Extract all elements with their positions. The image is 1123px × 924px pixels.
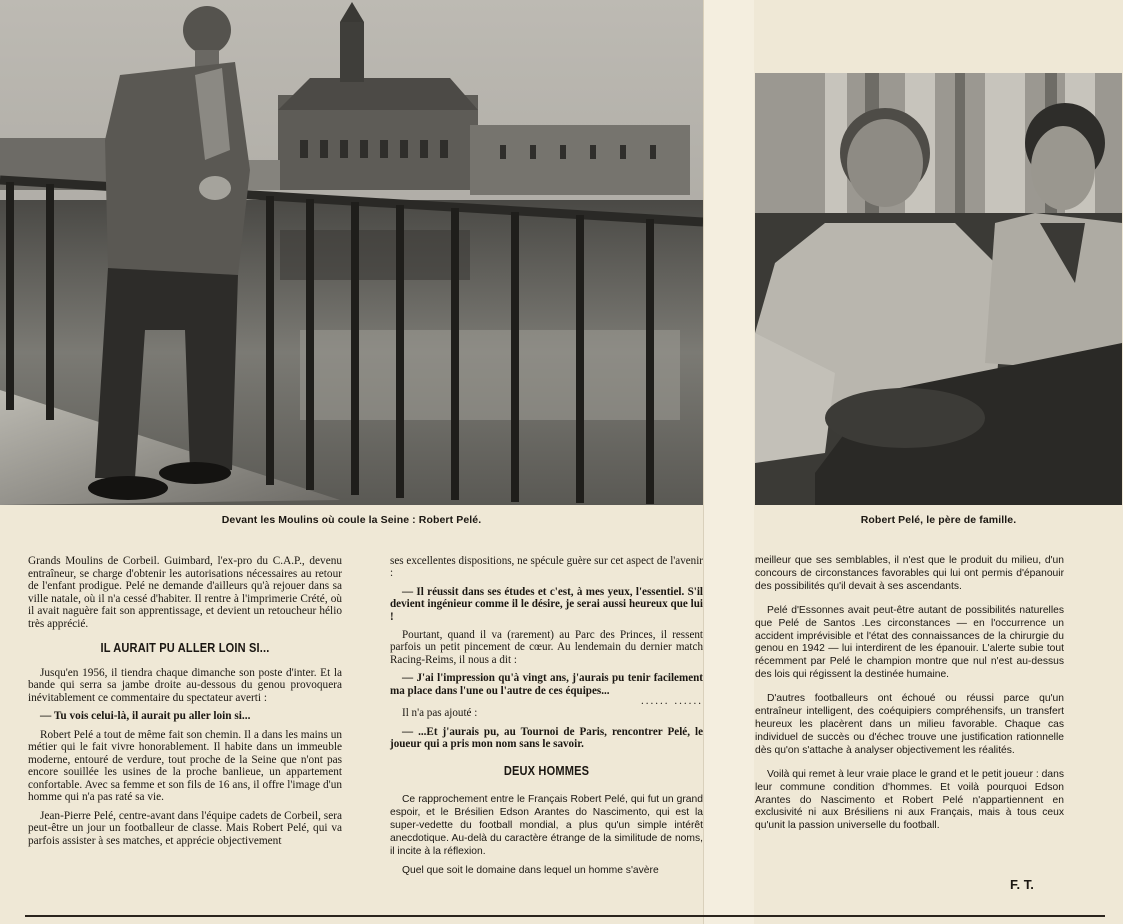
quote-paragraph: — J'ai l'impression qu'à vingt ans, j'aurais pu tenir facilement ma place dans l'une ou l'autre de ces équipes... bbox=[390, 672, 703, 697]
photo-robert-pele-seine bbox=[0, 0, 703, 505]
paragraph: Robert Pelé a tout de même fait son chemin. Il a dans les mains un métier qui le fait vivre honorablement. Il habite dans un immeuble moderne, entouré de verdure, tout proche de la Seine que n'ont pas encore souillée les usines de la proche banlieue, un appartement confortable. Avec sa femme et son fils de 16 ans, il offre l'image d'un homme qui n'a pas raté sa vie. bbox=[28, 728, 342, 803]
section-heading: IL AURAIT PU ALLER LOIN SI... bbox=[100, 640, 270, 655]
caption-left: Devant les Moulins où coule la Seine : Robert Pelé. bbox=[221, 514, 482, 526]
paragraph: Il n'a pas ajouté : bbox=[402, 707, 478, 720]
photo-robert-pele-family bbox=[755, 73, 1122, 505]
caption-right: Robert Pelé, le père de famille. bbox=[860, 514, 1017, 526]
bottom-rule bbox=[25, 915, 1105, 917]
article-column-1 bbox=[28, 555, 342, 853]
paragraph: ses excellentes dispositions, ne spécule guère sur cet aspect de l'avenir : bbox=[390, 555, 703, 580]
ellipsis-dots: ...... ...... bbox=[640, 695, 703, 708]
article-column-3 bbox=[755, 555, 1064, 844]
quote-paragraph: — Tu vois celui-là, il aurait pu aller loin si... bbox=[40, 710, 251, 722]
paragraph: Quel que soit le domaine dans lequel un homme s'avère bbox=[402, 865, 659, 877]
paragraph: Pelé d'Essonnes avait peut-être autant de possibilités naturelles que Pelé de Santos .Les circonstances — en l'occurrence un accident imprévisible et l'état des connaissances de la chirurgie du genou en 1942 — lui interdirent de les épanouir. L'alerte subie tout récemment par Pelé le champion montre que nul n'est au-dessus des lois qui régissent la destinée humaine. bbox=[755, 604, 1064, 681]
paragraph: D'autres footballeurs ont échoué ou réussi parce qu'un entraîneur intelligent, des coéquipiers compréhensifs, un transfert heureux les placèrent dans un milieu favorable. Chaque cas individuel de succès ou d'échec trouve une justification rationnelle dès qu'on s'attache à analyser objectivement les réalités. bbox=[755, 693, 1064, 756]
paragraph: meilleur que ses semblables, il n'est que le produit du milieu, d'un concours de circonstances favorables qui lui ont permis d'épanouir des possibilités qu'il devait à ses ascendants. bbox=[755, 555, 1064, 592]
quote-paragraph: — Il réussit dans ses études et c'est, à mes yeux, l'essentiel. S'il devient ingénieur comme il le désire, je serai aussi heureux que lui ! bbox=[390, 585, 703, 623]
quote-paragraph: — ...Et j'aurais pu, au Tournoi de Paris, rencontrer Pelé, le joueur qui a pris mon nom sans le savoir. bbox=[390, 725, 703, 751]
paragraph: Jean-Pierre Pelé, centre-avant dans l'équipe cadets de Corbeil, sera peut-être un jour un footballeur de classe. Mais Robert Pelé, qui va parfois assister à ses matches, et apprécie objectivement bbox=[28, 809, 342, 847]
page-gutter bbox=[703, 0, 754, 924]
paragraph: Ce rapprochement entre le Français Robert Pelé, qui fut un grand espoir, et le Brésilien Edson Arantes do Nascimento, qui est la super-vedette du football mondial, a plus qu'un simple intérêt anecdotique. Au-delà du caractère étrange de la similitude de noms, il incite à la réflexion. bbox=[390, 794, 703, 858]
paragraph: Pourtant, quand il va (rarement) au Parc des Princes, il ressent parfois un petit pincement de cœur. Au lendemain du dernier match Racing-Reims, il nous a dit : bbox=[390, 629, 703, 666]
section-heading: DEUX HOMMES bbox=[503, 762, 590, 778]
paragraph: Jusqu'en 1956, il tiendra chaque dimanche son poste d'inter. Et la bande qui serra sa jambe droite au-dessous du genou provoquera inévitablement ce commentaire du spectateur averti : bbox=[28, 666, 342, 704]
paragraph: Grands Moulins de Corbeil. Guimbard, l'ex-pro du C.A.P., devenu entraîneur, se charge d'obtenir les autorisations nécessaires au retour de l'enfant prodigue. Pelé ne demande d'ailleurs qu'à rejouer dans sa ville natale, où il n'a cessé d'habiter. Il rentre à l'imprimerie Crété, où il avait naguère fait son apprentissage, et devient un retoucheur hélio très apprécié. bbox=[28, 555, 342, 630]
paragraph: Voilà qui remet à leur vraie place le grand et le petit joueur : dans leur commune condition d'hommes. Et voilà pourquoi Edson Arantes do Nascimento et Robert Pelé n'appartiennent en exclusivité ni aux Brésiliens ni aux Français, mais à tous ceux qu'unit la passion universelle du football. bbox=[755, 768, 1064, 832]
article-column-2 bbox=[390, 555, 703, 883]
author-signature: F. T. bbox=[1010, 877, 1034, 892]
